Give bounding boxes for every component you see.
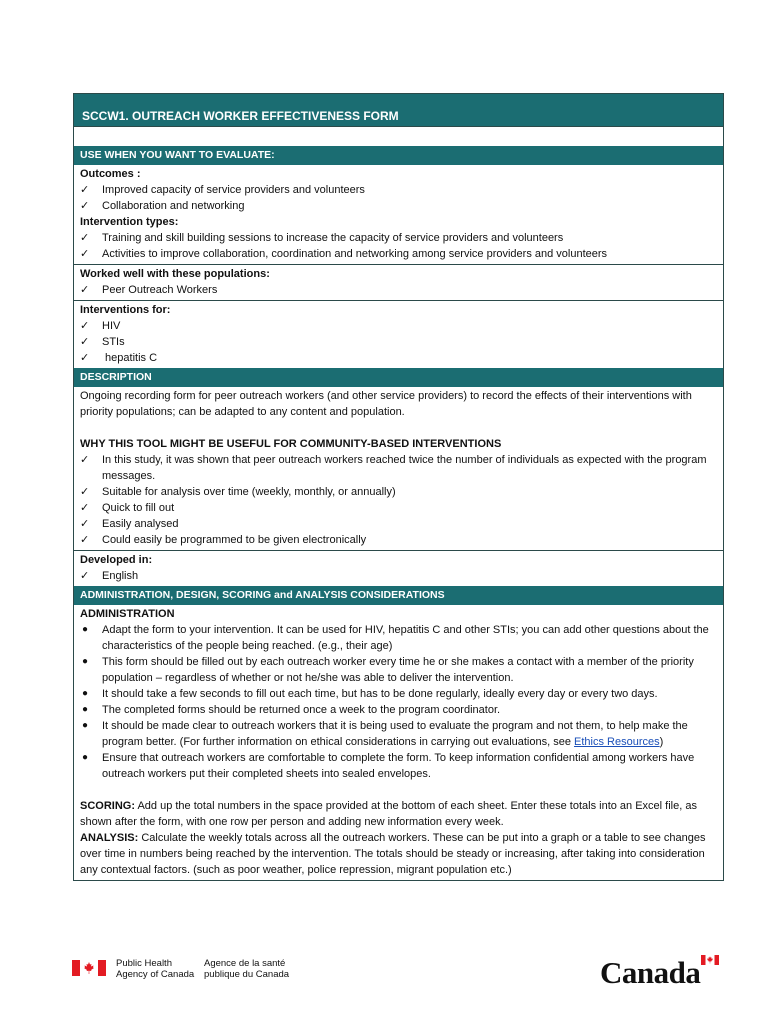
bullet-icon: ●	[82, 720, 89, 731]
list-item: ● Ensure that outreach workers are comfortable to complete the form. To keep information confidential among workers have outreach workers put their completed sheets into sealed envelopes.	[82, 752, 695, 780]
bullet-icon: ●	[82, 704, 89, 715]
check-icon: ✓	[80, 518, 90, 530]
list-item: ✓ Improved capacity of service providers and volunteers	[80, 184, 365, 196]
list-item: ● The completed forms should be returned once a week to the program coordinator.	[82, 704, 501, 716]
why-heading: WHY THIS TOOL MIGHT BE USEFUL FOR COMMUNITY-BASED INTERVENTIONS	[80, 438, 502, 450]
check-icon: ✓	[80, 486, 90, 498]
admin-cell	[74, 605, 723, 880]
list-item: ✓ HIV	[80, 320, 121, 332]
ethics-resources-link[interactable]: Ethics Resources	[574, 736, 660, 748]
administration-list	[80, 622, 717, 782]
list-item: ✓ hepatitis C	[80, 352, 158, 364]
populations-list	[80, 282, 717, 298]
list-item: ✓ Peer Outreach Workers	[80, 284, 218, 296]
list-item: ● It should take a few seconds to fill out each time, but has to be done regularly, ideally every day or every two days.	[82, 688, 658, 700]
interventions-for-label: Interventions for:	[80, 304, 171, 316]
check-icon: ✓	[80, 248, 90, 260]
description-gap	[80, 420, 717, 436]
list-item: ✓ English	[80, 570, 139, 582]
outcomes-list	[80, 182, 717, 214]
list-item: ✓ In this study, it was shown that peer outreach workers reached twice the number of individuals as expected with the program messages.	[80, 454, 707, 482]
check-icon: ✓	[80, 336, 90, 348]
bullet-icon: ●	[82, 752, 89, 763]
org-name-french: Agence de la santé publique du Canada	[204, 958, 290, 980]
check-icon: ✓	[80, 502, 90, 514]
list-item: ✓ Easily analysed	[80, 518, 179, 530]
title-spacer-row	[74, 126, 723, 146]
list-item: ✓ Quick to fill out	[80, 502, 175, 514]
scoring-label: SCORING:	[80, 800, 135, 812]
check-icon: ✓	[80, 232, 90, 244]
list-item: ✓ STIs	[80, 336, 125, 348]
description-text: Ongoing recording form for peer outreach workers (and other service providers) to record the effects of their interventions with priority populations; can be adapted to any content and population.	[80, 390, 692, 418]
check-icon: ✓	[80, 200, 90, 212]
list-item: ✓ Activities to improve collaboration, coordination and networking among service providers and volunteers	[80, 248, 608, 260]
use-when-heading: USE WHEN YOU WANT TO EVALUATE:	[74, 146, 723, 165]
intervention-types-label: Intervention types:	[80, 216, 179, 228]
description-heading: DESCRIPTION	[74, 368, 723, 387]
outcomes-cell	[74, 165, 723, 264]
bullet-icon: ●	[82, 624, 89, 635]
list-item: ✓ Collaboration and networking	[80, 200, 245, 212]
check-icon: ✓	[80, 534, 90, 546]
org-name-english: Public Health Agency of Canada	[116, 958, 195, 980]
wordmark-flag-icon	[701, 955, 719, 965]
administration-label: ADMINISTRATION	[80, 608, 175, 620]
admin-gap	[80, 782, 717, 798]
list-item: ● Adapt the form to your intervention. It can be used for HIV, hepatitis C and other STIs; you can add other questions about the characteristics of the people being reached. (e.g., their age)	[82, 624, 709, 652]
list-item: ● It should be made clear to outreach workers that it is being used to evaluate the program and not them, to help make the program better. (For further information on ethical considerations in carrying out evaluations, see Ethics Resources)	[82, 720, 688, 748]
effectiveness-form	[73, 93, 724, 881]
check-icon: ✓	[80, 352, 90, 364]
list-item: ✓ Suitable for analysis over time (weekly, monthly, or annually)	[80, 486, 396, 498]
check-icon: ✓	[80, 184, 90, 196]
check-icon: ✓	[80, 284, 90, 296]
analysis-paragraph: ANALYSIS: Calculate the weekly totals across all the outreach workers. These can be put into a graph or a table to see changes over time in numbers being reached by the intervention. The totals should be steady or increasing, after taking into consideration any contextual factors. (such as poor weather, police repression, migrant population etc.)	[80, 832, 706, 876]
populations-label: Worked well with these populations:	[80, 268, 270, 280]
list-item: ✓ Training and skill building sessions to increase the capacity of service providers and volunteers	[80, 232, 564, 244]
developed-in-list	[80, 568, 717, 584]
form-title: SCCW1. OUTREACH WORKER EFFECTIVENESS FORM	[74, 94, 723, 126]
developed-in-cell	[74, 550, 723, 586]
wordmark-text: Canada	[600, 955, 701, 990]
list-item: ✓ Could easily be programmed to be given electronically	[80, 534, 367, 546]
description-cell	[74, 387, 723, 550]
analysis-label: ANALYSIS:	[80, 832, 139, 844]
maple-leaf-icon	[84, 962, 94, 974]
canada-wordmark	[600, 955, 722, 991]
bullet-icon: ●	[82, 656, 89, 667]
outcomes-label: Outcomes :	[80, 168, 141, 180]
interventions-for-list	[80, 318, 717, 366]
bullet-icon: ●	[82, 688, 89, 699]
phac-signature	[72, 958, 312, 982]
check-icon: ✓	[80, 570, 90, 582]
populations-cell	[74, 264, 723, 300]
intervention-types-list	[80, 230, 717, 262]
developed-in-label: Developed in:	[80, 554, 153, 566]
canada-flag-icon	[72, 960, 106, 976]
list-item: ● This form should be filled out by each outreach worker every time he or she makes a contact with a member of the priority population – regardless of whether or not he/she was able to deliver the intervention.	[82, 656, 694, 684]
interventions-for-cell	[74, 300, 723, 368]
check-icon: ✓	[80, 320, 90, 332]
why-list	[80, 452, 717, 548]
admin-heading: ADMINISTRATION, DESIGN, SCORING and ANALYSIS CONSIDERATIONS	[74, 586, 723, 605]
scoring-paragraph: SCORING: Add up the total numbers in the space provided at the bottom of each sheet. Enter these totals into an Excel file, as shown after the form, with one row per person and adding new information every week.	[80, 800, 697, 828]
check-icon: ✓	[80, 454, 90, 466]
